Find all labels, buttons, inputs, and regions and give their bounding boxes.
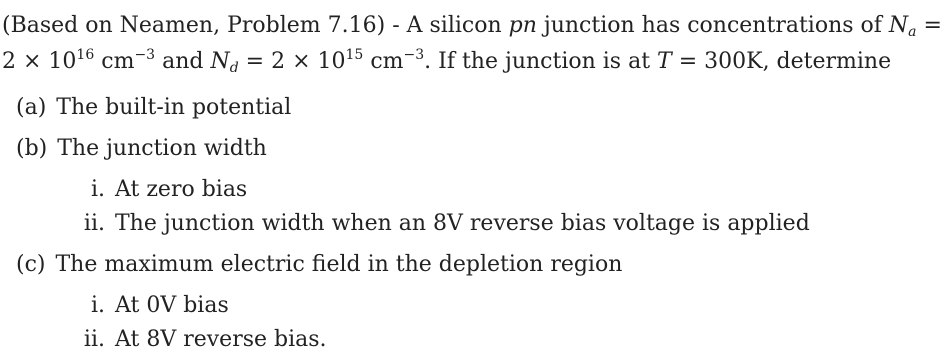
problem-middle: junction has concentrations of — [536, 13, 889, 38]
item-c-text: The maximum electric field in the depletion region — [55, 252, 623, 277]
problem-statement-line-1 — [2, 13, 942, 45]
item-c-i-label: i. — [90, 293, 105, 318]
nd-subscript: d — [229, 60, 239, 76]
nd-unit-exponent: −3 — [403, 47, 425, 63]
problem-statement-line-2 — [2, 42, 891, 81]
na-exponent: 16 — [76, 47, 95, 63]
temperature-symbol: T — [657, 49, 672, 74]
item-b — [16, 136, 267, 162]
na-unit-exponent: −3 — [134, 47, 156, 63]
item-b-i-text: At zero bias — [115, 177, 248, 202]
na-unit: cm — [94, 49, 135, 74]
na-subscript: a — [908, 24, 917, 40]
item-b-text: The junction width — [57, 136, 267, 161]
item-c-i — [77, 293, 229, 319]
temperature-prefix: . If the junction is at — [424, 49, 658, 74]
item-c-ii — [77, 327, 327, 353]
nd-value: = 2 × 10 — [238, 49, 346, 74]
na-symbol: N — [888, 13, 909, 38]
nd-unit: cm — [363, 49, 404, 74]
item-c-ii-label: ii. — [83, 327, 105, 352]
nd-symbol: N — [210, 49, 230, 74]
item-c-i-text: At 0V bias — [115, 293, 229, 318]
pn-term: pn — [508, 13, 537, 38]
item-b-ii — [77, 211, 810, 237]
na-equals: = — [916, 13, 942, 38]
problem-prefix: (Based on Neamen, Problem 7.16) - A silicon — [2, 13, 509, 38]
and-text: and — [155, 49, 211, 74]
item-c-label: (c) — [16, 252, 46, 277]
nd-exponent: 15 — [345, 47, 364, 63]
item-b-label: (b) — [16, 136, 48, 161]
item-a-text: The built-in potential — [56, 95, 292, 120]
item-b-i-label: i. — [90, 177, 105, 202]
item-c — [16, 252, 622, 278]
na-value: 2 × 10 — [2, 49, 77, 74]
item-b-ii-label: ii. — [83, 211, 105, 236]
item-b-i — [77, 177, 247, 203]
item-a-label: (a) — [16, 95, 47, 120]
temperature-value: = 300K, determine — [671, 49, 892, 74]
item-c-ii-text: At 8V reverse bias. — [115, 327, 327, 352]
item-a — [16, 95, 291, 121]
item-b-ii-text: The junction width when an 8V reverse bias voltage is applied — [115, 211, 810, 236]
